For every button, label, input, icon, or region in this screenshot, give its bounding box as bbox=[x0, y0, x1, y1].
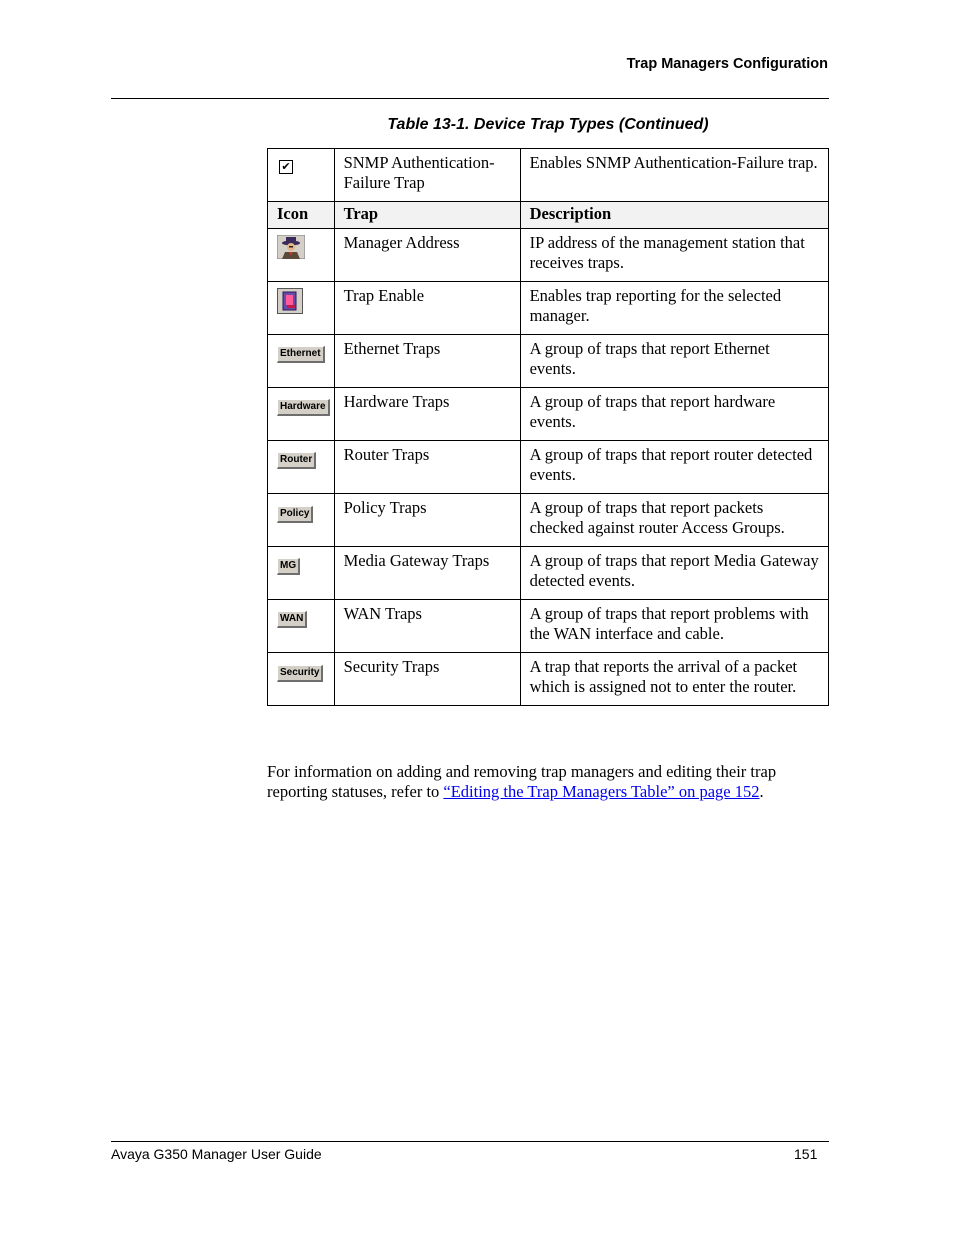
trap-enable-icon bbox=[277, 288, 303, 314]
description-cell: A group of traps that report Media Gateway detected events. bbox=[520, 547, 828, 600]
trap-cell: Manager Address bbox=[334, 229, 520, 282]
paragraph-text: For information on adding and removing trap managers and editing their trap reporting statuses, refer to bbox=[267, 762, 777, 801]
policy-button-icon: Policy bbox=[277, 506, 313, 523]
description-cell: A group of traps that report router detected events. bbox=[520, 441, 828, 494]
trap-cell: SNMP Authentication-Failure Trap bbox=[334, 149, 520, 202]
hardware-button-icon: Hardware bbox=[277, 399, 330, 416]
description-cell: Enables SNMP Authentication-Failure trap. bbox=[520, 149, 828, 202]
table-row bbox=[268, 441, 829, 494]
trap-cell: Hardware Traps bbox=[334, 388, 520, 441]
trap-cell: Media Gateway Traps bbox=[334, 547, 520, 600]
wan-button-icon: WAN bbox=[277, 611, 307, 628]
trap-cell: Policy Traps bbox=[334, 494, 520, 547]
icon-cell bbox=[268, 149, 335, 202]
page-number: 151 bbox=[794, 1146, 818, 1162]
icon-cell bbox=[268, 229, 335, 282]
column-header-trap: Trap bbox=[334, 202, 520, 229]
table-row bbox=[268, 229, 829, 282]
security-button-icon: Security bbox=[277, 665, 323, 682]
description-cell: A trap that reports the arrival of a packet which is assigned not to enter the router. bbox=[520, 653, 828, 706]
table-row bbox=[268, 282, 829, 335]
footer-rule bbox=[111, 1141, 829, 1142]
column-header-icon: Icon bbox=[268, 202, 335, 229]
icon-cell bbox=[268, 335, 335, 388]
table-row bbox=[268, 388, 829, 441]
table-caption: Table 13-1. Device Trap Types (Continued) bbox=[387, 116, 709, 133]
footer-guide-title: Avaya G350 Manager User Guide bbox=[111, 1146, 322, 1162]
icon-cell bbox=[268, 441, 335, 494]
icon-cell bbox=[268, 494, 335, 547]
trap-cell: Security Traps bbox=[334, 653, 520, 706]
icon-cell bbox=[268, 653, 335, 706]
manager-address-icon bbox=[277, 235, 305, 259]
trap-cell: Ethernet Traps bbox=[334, 335, 520, 388]
trap-cell: Trap Enable bbox=[334, 282, 520, 335]
body-paragraph bbox=[267, 762, 832, 802]
icon-cell bbox=[268, 388, 335, 441]
description-cell: IP address of the management station that receives traps. bbox=[520, 229, 828, 282]
paragraph-end: . bbox=[759, 782, 764, 801]
trap-cell: Router Traps bbox=[334, 441, 520, 494]
icon-cell bbox=[268, 547, 335, 600]
table-header-row bbox=[268, 202, 829, 229]
table-row bbox=[268, 335, 829, 388]
table-row bbox=[268, 149, 829, 202]
table-row bbox=[268, 600, 829, 653]
router-button-icon: Router bbox=[277, 452, 316, 469]
description-cell: A group of traps that report problems with the WAN interface and cable. bbox=[520, 600, 828, 653]
description-cell: A group of traps that report hardware events. bbox=[520, 388, 828, 441]
running-head: Trap Managers Configuration bbox=[626, 56, 828, 72]
description-cell: A group of traps that report packets checked against router Access Groups. bbox=[520, 494, 828, 547]
description-cell: A group of traps that report Ethernet events. bbox=[520, 335, 828, 388]
checkbox-checked-icon: ✔ bbox=[279, 160, 293, 174]
table-row bbox=[268, 547, 829, 600]
icon-cell bbox=[268, 282, 335, 335]
cross-reference-link[interactable]: “Editing the Trap Managers Table” on page 152 bbox=[443, 782, 760, 801]
trap-types-table bbox=[267, 148, 829, 706]
description-cell: Enables trap reporting for the selected manager. bbox=[520, 282, 828, 335]
trap-cell: WAN Traps bbox=[334, 600, 520, 653]
table-row bbox=[268, 653, 829, 706]
header-rule bbox=[111, 98, 829, 99]
table-row bbox=[268, 494, 829, 547]
column-header-description: Description bbox=[520, 202, 828, 229]
icon-cell bbox=[268, 600, 335, 653]
mg-button-icon: MG bbox=[277, 558, 300, 575]
ethernet-button-icon: Ethernet bbox=[277, 346, 325, 363]
